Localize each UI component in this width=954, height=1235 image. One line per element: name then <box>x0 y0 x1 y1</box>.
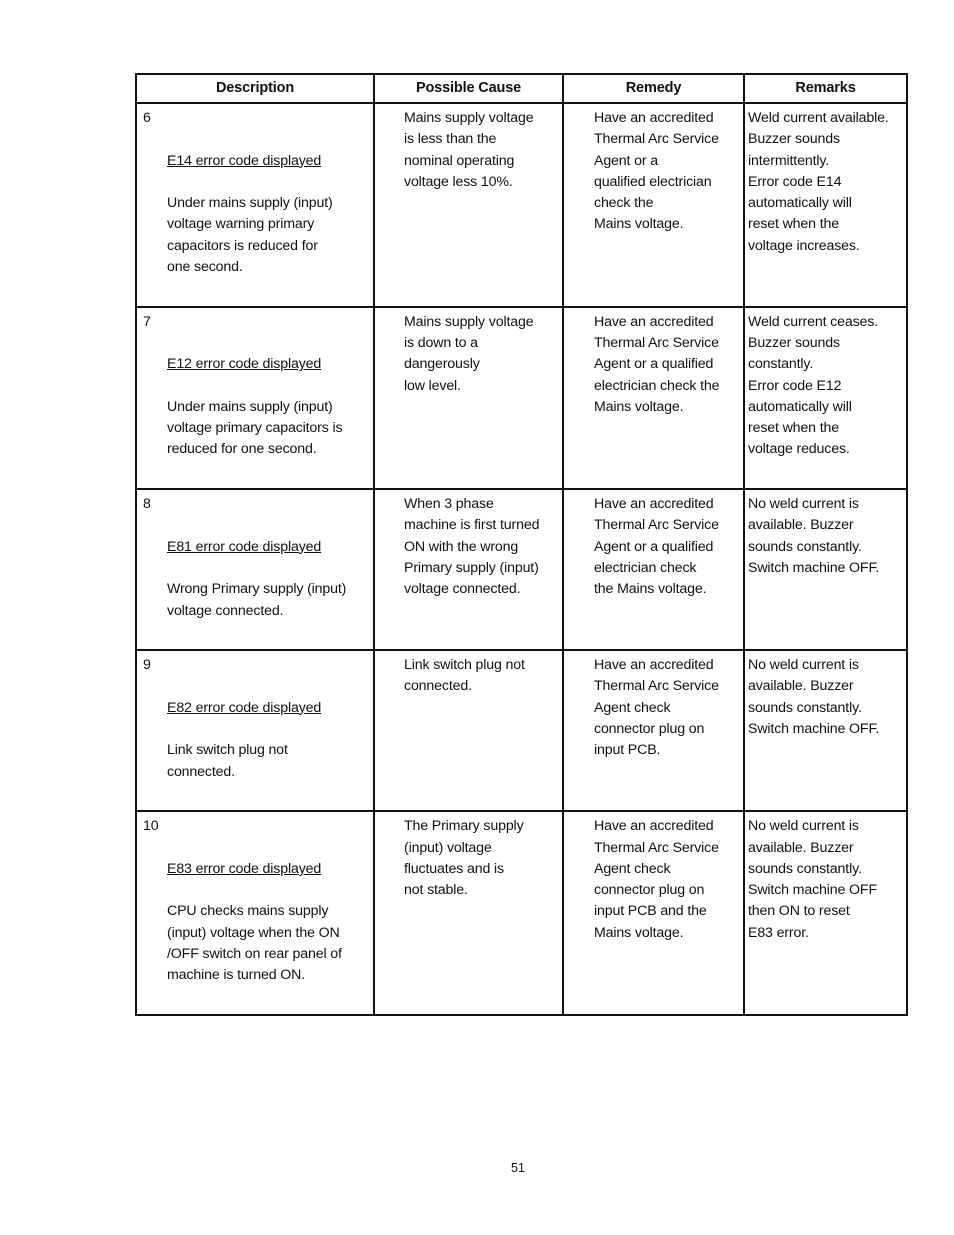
table-header-row <box>136 74 907 103</box>
description-text: Link switch plug not connected. <box>167 742 288 780</box>
remarks-cell: No weld current is available. Buzzer sounds constantly. Switch machine OFF. <box>744 489 907 650</box>
description-text: CPU checks mains supply (input) voltage when the ON /OFF switch on rear panel of machine is turned ON. <box>167 903 342 984</box>
error-code-title: E81 error code displayed <box>167 538 322 555</box>
row-number: 9 <box>143 657 151 674</box>
error-code-title: E83 error code displayed <box>167 860 322 877</box>
remedy-cell: Have an accredited Thermal Arc Service Agent or a qualified electrician check the Mains voltage. <box>563 489 744 650</box>
remarks-cell: Weld current ceases. Buzzer sounds constantly. Error code E12 automatically will reset when the voltage reduces. <box>744 307 907 489</box>
remedy-cell: Have an accredited Thermal Arc Service Agent check connector plug on input PCB. <box>563 650 744 811</box>
possible-cause-cell: Mains supply voltage is less than the nominal operating voltage less 10%. <box>374 103 563 307</box>
page-number: 51 <box>511 1161 525 1175</box>
header-remedy: Remedy <box>563 74 744 103</box>
troubleshooting-table <box>135 73 908 1016</box>
header-description: Description <box>136 74 374 103</box>
remedy-cell: Have an accredited Thermal Arc Service Agent or a qualified electrician check the Mains voltage. <box>563 307 744 489</box>
header-remarks: Remarks <box>744 74 907 103</box>
description-text: Wrong Primary supply (input) voltage connected. <box>167 581 347 619</box>
table-row <box>136 489 907 650</box>
error-code-title: E82 error code displayed <box>167 699 322 716</box>
description-cell <box>136 103 374 307</box>
row-number: 10 <box>143 818 159 835</box>
remarks-cell: No weld current is available. Buzzer sounds constantly. Switch machine OFF then ON to reset E83 error. <box>744 811 907 1015</box>
remedy-cell: Have an accredited Thermal Arc Service Agent or a qualified electrician check the Mains voltage. <box>563 103 744 307</box>
row-number: 8 <box>143 496 151 513</box>
remedy-cell: Have an accredited Thermal Arc Service Agent check connector plug on input PCB and the Mains voltage. <box>563 811 744 1015</box>
description-text: Under mains supply (input) voltage warning primary capacitors is reduced for one second. <box>167 195 333 276</box>
possible-cause-cell: The Primary supply (input) voltage fluctuates and is not stable. <box>374 811 563 1015</box>
remarks-cell: No weld current is available. Buzzer sounds constantly. Switch machine OFF. <box>744 650 907 811</box>
table-row <box>136 103 907 307</box>
possible-cause-cell: Link switch plug not connected. <box>374 650 563 811</box>
description-cell <box>136 489 374 650</box>
remarks-cell: Weld current available. Buzzer sounds intermittently. Error code E14 automatically will reset when the voltage increases. <box>744 103 907 307</box>
possible-cause-cell: When 3 phase machine is first turned ON with the wrong Primary supply (input) voltage connected. <box>374 489 563 650</box>
description-text: Under mains supply (input) voltage primary capacitors is reduced for one second. <box>167 398 343 458</box>
table-row <box>136 650 907 811</box>
row-number: 6 <box>143 110 151 126</box>
row-number: 7 <box>143 313 151 330</box>
error-code-title: E12 error code displayed <box>167 356 322 373</box>
header-possible-cause: Possible Cause <box>374 74 563 103</box>
description-cell <box>136 650 374 811</box>
possible-cause-cell: Mains supply voltage is down to a dangerously low level. <box>374 307 563 489</box>
error-code-title: E14 error code displayed <box>167 152 322 169</box>
description-cell <box>136 307 374 489</box>
table-row <box>136 811 907 1015</box>
description-cell <box>136 811 374 1015</box>
table-row <box>136 307 907 489</box>
